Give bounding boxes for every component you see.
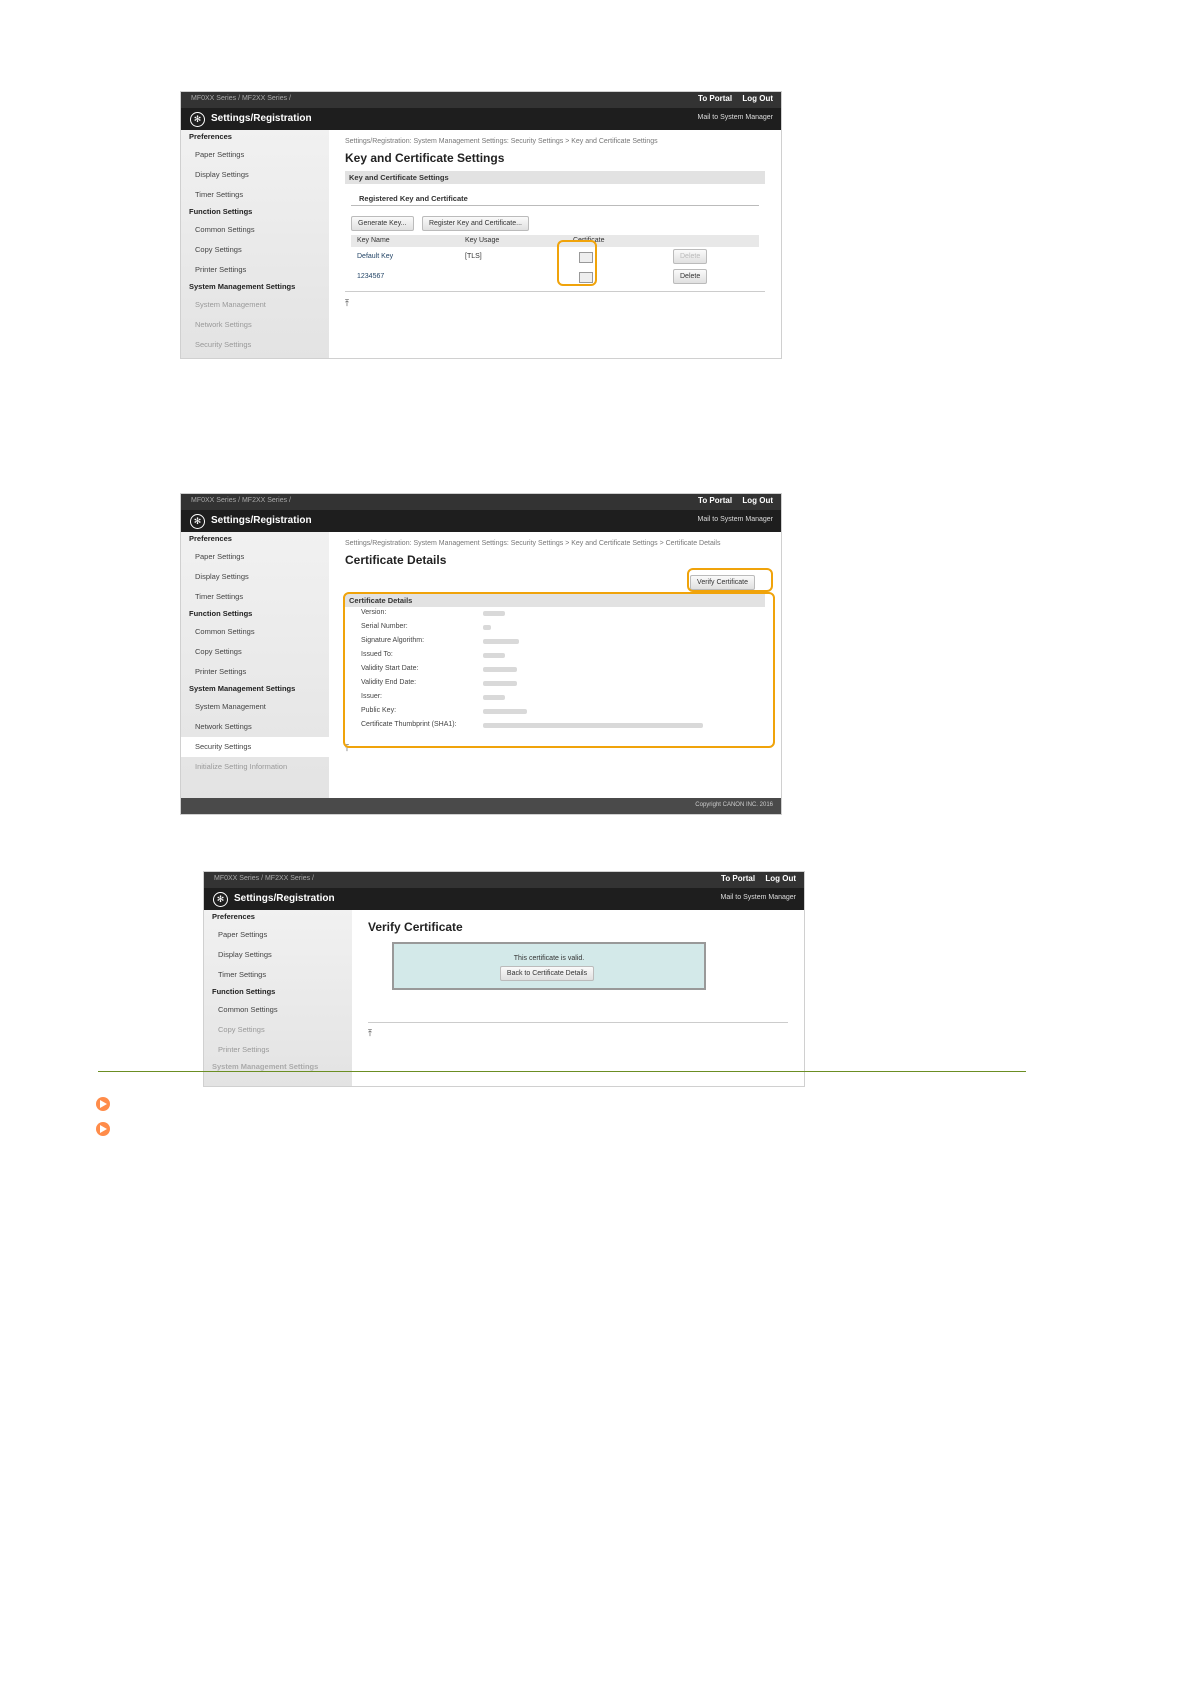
sidebar-item-printer-settings[interactable]: Printer Settings bbox=[195, 265, 247, 274]
key-name-link[interactable]: 1234567 bbox=[357, 273, 385, 280]
sidebar-item-timer-settings[interactable]: Timer Settings bbox=[195, 190, 244, 199]
delete-button-disabled: Delete bbox=[673, 249, 707, 264]
sidebar-item-initialize-setting-information[interactable]: Initialize Setting Information bbox=[195, 762, 288, 771]
top-bar bbox=[181, 494, 781, 510]
highlight-verify-button bbox=[687, 568, 773, 592]
table-header bbox=[351, 235, 759, 247]
page-title: Certificate Details bbox=[345, 553, 447, 567]
col-certificate: Certificate bbox=[573, 237, 605, 244]
sidebar-item-printer-settings[interactable]: Printer Settings bbox=[195, 667, 247, 676]
key-name-link[interactable]: Default Key bbox=[357, 253, 394, 260]
to-portal-link[interactable]: To Portal bbox=[698, 496, 733, 505]
detail-label: Certificate Thumbprint (SHA1): bbox=[361, 721, 457, 728]
product-path: MF0XX Series / MF2XX Series / bbox=[214, 875, 314, 882]
sidebar-item-display-settings[interactable]: Display Settings bbox=[218, 950, 272, 959]
sidebar-item-common-settings[interactable]: Common Settings bbox=[195, 627, 255, 636]
product-path: MF0XX Series / MF2XX Series / bbox=[191, 95, 291, 102]
sidebar-item-security-settings[interactable]: Security Settings bbox=[195, 340, 252, 349]
sidebar-item-network-settings[interactable]: Network Settings bbox=[195, 722, 252, 731]
mail-to-system-manager-link[interactable]: Mail to System Manager bbox=[720, 894, 796, 901]
main-content bbox=[329, 130, 781, 358]
verification-message: This certificate is valid. bbox=[513, 955, 585, 962]
screenshot-key-certificate-settings bbox=[180, 91, 782, 359]
to-portal-link[interactable]: To Portal bbox=[721, 874, 756, 883]
settings-logo-icon: ✻ bbox=[190, 112, 205, 127]
back-to-certificate-details-button[interactable]: Back to Certificate Details bbox=[500, 966, 594, 981]
sidebar bbox=[181, 532, 329, 798]
section-heading: Certificate Details bbox=[345, 594, 765, 607]
copyright: Copyright CANON INC. 2016 bbox=[695, 802, 773, 808]
detail-label: Version: bbox=[361, 609, 387, 616]
detail-label: Serial Number: bbox=[361, 623, 408, 630]
divider bbox=[368, 1022, 788, 1023]
page-title: Key and Certificate Settings bbox=[345, 151, 505, 165]
section-heading: Key and Certificate Settings bbox=[345, 171, 765, 184]
screenshot-verify-certificate bbox=[203, 871, 805, 1087]
sidebar-item-timer-settings[interactable]: Timer Settings bbox=[195, 592, 244, 601]
related-topics-divider bbox=[98, 1071, 1026, 1072]
sidebar-item-copy-settings[interactable]: Copy Settings bbox=[218, 1025, 265, 1034]
subsection-heading: Registered Key and Certificate bbox=[351, 184, 759, 206]
app-header bbox=[181, 108, 781, 130]
page-title: Verify Certificate bbox=[368, 920, 463, 934]
back-to-top-icon[interactable]: ⤒ bbox=[368, 1028, 372, 1038]
detail-label: Validity Start Date: bbox=[361, 665, 419, 672]
app-title: Settings/Registration bbox=[211, 113, 312, 124]
detail-label: Issuer: bbox=[361, 693, 383, 700]
app-title: Settings/Registration bbox=[234, 893, 335, 904]
highlight-certificate-icons bbox=[557, 240, 597, 286]
col-key-name: Key Name bbox=[357, 237, 390, 244]
sidebar-item-system-management[interactable]: System Management bbox=[195, 300, 266, 309]
sidebar-heading-preferences: Preferences bbox=[189, 534, 232, 543]
log-out-link[interactable]: Log Out bbox=[765, 874, 796, 883]
sidebar-heading-system-management-settings: System Management Settings bbox=[189, 282, 296, 291]
detail-label: Issued To: bbox=[361, 651, 393, 658]
back-to-top-icon[interactable]: ⤒ bbox=[345, 743, 349, 753]
app-header bbox=[181, 510, 781, 532]
col-key-usage: Key Usage bbox=[465, 237, 500, 244]
screenshot-certificate-details bbox=[180, 493, 782, 815]
related-link-arrow-icon[interactable] bbox=[96, 1097, 110, 1111]
sidebar-item-paper-settings[interactable]: Paper Settings bbox=[218, 930, 268, 939]
sidebar-item-paper-settings[interactable]: Paper Settings bbox=[195, 150, 245, 159]
footer bbox=[181, 798, 781, 814]
sidebar-item-printer-settings[interactable]: Printer Settings bbox=[218, 1045, 270, 1054]
sidebar-item-common-settings[interactable]: Common Settings bbox=[195, 225, 255, 234]
sidebar-heading-function-settings: Function Settings bbox=[189, 609, 253, 618]
verify-certificate-button[interactable]: Verify Certificate bbox=[690, 575, 755, 590]
sidebar-item-copy-settings[interactable]: Copy Settings bbox=[195, 245, 242, 254]
to-portal-link[interactable]: To Portal bbox=[698, 94, 733, 103]
sidebar-heading-function-settings: Function Settings bbox=[212, 987, 276, 996]
sidebar-item-common-settings[interactable]: Common Settings bbox=[218, 1005, 278, 1014]
sidebar-item-timer-settings[interactable]: Timer Settings bbox=[218, 970, 267, 979]
sidebar-heading-system-management-settings: System Management Settings bbox=[189, 684, 296, 693]
detail-label: Signature Algorithm: bbox=[361, 637, 425, 644]
delete-button[interactable]: Delete bbox=[673, 269, 707, 284]
log-out-link[interactable]: Log Out bbox=[742, 496, 773, 505]
detail-label: Public Key: bbox=[361, 707, 397, 714]
sidebar bbox=[181, 130, 329, 358]
sidebar-item-system-management[interactable]: System Management bbox=[195, 702, 266, 711]
app-header bbox=[204, 888, 804, 910]
app-title: Settings/Registration bbox=[211, 515, 312, 526]
sidebar-heading-preferences: Preferences bbox=[189, 132, 232, 141]
sidebar-item-copy-settings[interactable]: Copy Settings bbox=[195, 647, 242, 656]
product-path: MF0XX Series / MF2XX Series / bbox=[191, 497, 291, 504]
detail-label: Validity End Date: bbox=[361, 679, 417, 686]
sidebar-heading-preferences: Preferences bbox=[212, 912, 255, 921]
register-key-certificate-button[interactable]: Register Key and Certificate... bbox=[422, 216, 529, 231]
divider bbox=[345, 291, 765, 292]
mail-to-system-manager-link[interactable]: Mail to System Manager bbox=[697, 516, 773, 523]
generate-key-button[interactable]: Generate Key... bbox=[351, 216, 414, 231]
sidebar-heading-function-settings: Function Settings bbox=[189, 207, 253, 216]
related-link-arrow-icon[interactable] bbox=[96, 1122, 110, 1136]
back-to-top-icon[interactable]: ⤒ bbox=[345, 298, 349, 308]
breadcrumb: Settings/Registration: System Management Settings: Security Settings > Key and Certificate Settings > Certificate Details bbox=[345, 540, 721, 547]
sidebar-item-display-settings[interactable]: Display Settings bbox=[195, 572, 249, 581]
key-usage: [TLS] bbox=[465, 253, 482, 260]
sidebar-item-security-settings[interactable]: Security Settings bbox=[181, 737, 329, 757]
sidebar-heading-system-management-settings: System Management Settings bbox=[212, 1062, 319, 1071]
sidebar bbox=[204, 910, 352, 1086]
sidebar-item-network-settings[interactable]: Network Settings bbox=[195, 320, 252, 329]
top-bar bbox=[181, 92, 781, 108]
breadcrumb: Settings/Registration: System Management Settings: Security Settings > Key and Certificate Settings bbox=[345, 138, 658, 145]
top-bar bbox=[204, 872, 804, 888]
main-content bbox=[352, 910, 804, 1086]
sidebar-item-display-settings[interactable]: Display Settings bbox=[195, 170, 249, 179]
sidebar-item-paper-settings[interactable]: Paper Settings bbox=[195, 552, 245, 561]
verification-result-box bbox=[392, 942, 706, 990]
mail-to-system-manager-link[interactable]: Mail to System Manager bbox=[697, 114, 773, 121]
settings-logo-icon: ✻ bbox=[190, 514, 205, 529]
settings-logo-icon: ✻ bbox=[213, 892, 228, 907]
log-out-link[interactable]: Log Out bbox=[742, 94, 773, 103]
highlight-certificate-details bbox=[343, 592, 775, 748]
